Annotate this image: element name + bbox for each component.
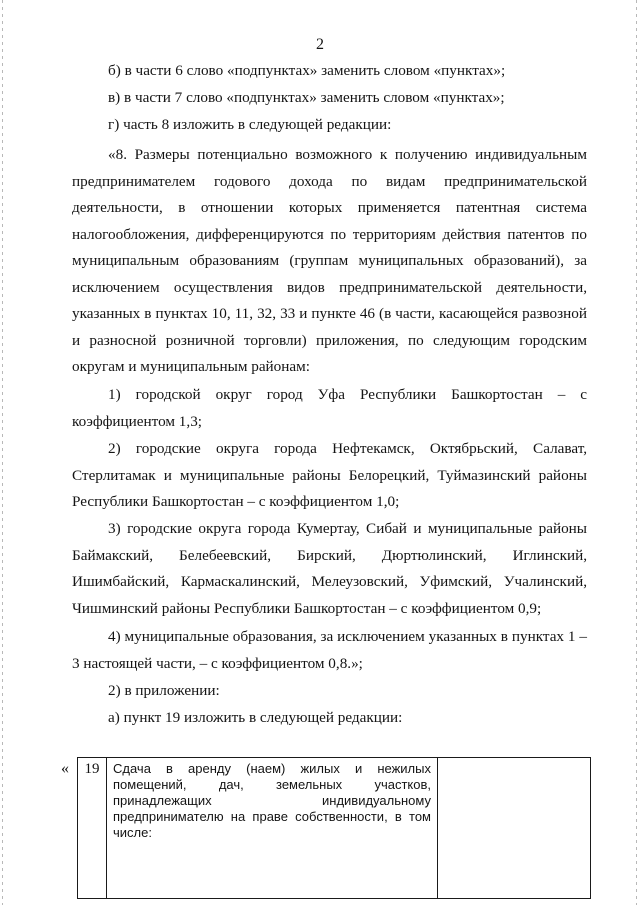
paragraph-g: г) часть 8 изложить в следующей редакции:: [108, 116, 392, 133]
table-cell-description: Сдача в аренду (наем) жилых и нежилых помещений, дач, земельных участков, принадлежащих индивидуальному предпринимателю на праве собственности, в том числе:: [107, 758, 438, 898]
open-quote: «: [61, 760, 69, 777]
list-item-2: 2) городские округа города Нефтекамск, Октябрьский, Салават, Стерлитамак и муниципальные районы Белорецкий, Туймазинский районы Республики Башкортостан – с коэффициентом 1,0;: [72, 440, 587, 510]
part-8-text: «8. Размеры потенциально возможного к получению индивидуальным предпринимателем годового дохода по видам предпринимательской деятельности, в отношении которых применяется патентная система налогообложения, дифференцируются по территориям действия патентов по муниципальным образованиям (группам муниципальных образований), за исключением осуществления видов предпринимательской деятельности, указанных в пунктах 10, 11, 32, 33 и пункте 46 (в части, касающейся развозной и разносной розничной торговли) приложения, по следующим городским округам и муниципальным районам:: [72, 146, 587, 375]
page-number: 2: [316, 36, 324, 53]
appendix-table: [77, 757, 591, 899]
scan-edge-left: [2, 0, 3, 905]
appendix-heading: 2) в приложении:: [108, 682, 220, 699]
paragraph-b: б) в части 6 слово «подпунктах» заменить словом «пунктах»;: [108, 62, 506, 79]
list-item-1: 1) городской округ город Уфа Республики Башкортостан – с коэффициентом 1,3;: [72, 386, 587, 430]
scan-edge-right: [636, 0, 637, 905]
table-cell-number: 19: [78, 758, 107, 898]
paragraph-v: в) в части 7 слово «подпунктах» заменить словом «пунктах»;: [108, 89, 505, 106]
paragraph-a: а) пункт 19 изложить в следующей редакции:: [108, 709, 403, 726]
list-item-4: 4) муниципальные образования, за исключением указанных в пунктах 1 – 3 настоящей части, – с коэффициентом 0,8.»;: [72, 628, 587, 672]
table-cell-value: [438, 758, 590, 898]
list-item-3: 3) городские округа города Кумертау, Сибай и муниципальные районы Баймакский, Белебеевский, Бирский, Дюртюлинский, Иглинский, Ишимбайский, Кармаскалинский, Мелеузовский, Уфимский, Учалинский, Чишминский районы Республики Башкортостан – с коэффициентом 0,9;: [72, 520, 587, 617]
